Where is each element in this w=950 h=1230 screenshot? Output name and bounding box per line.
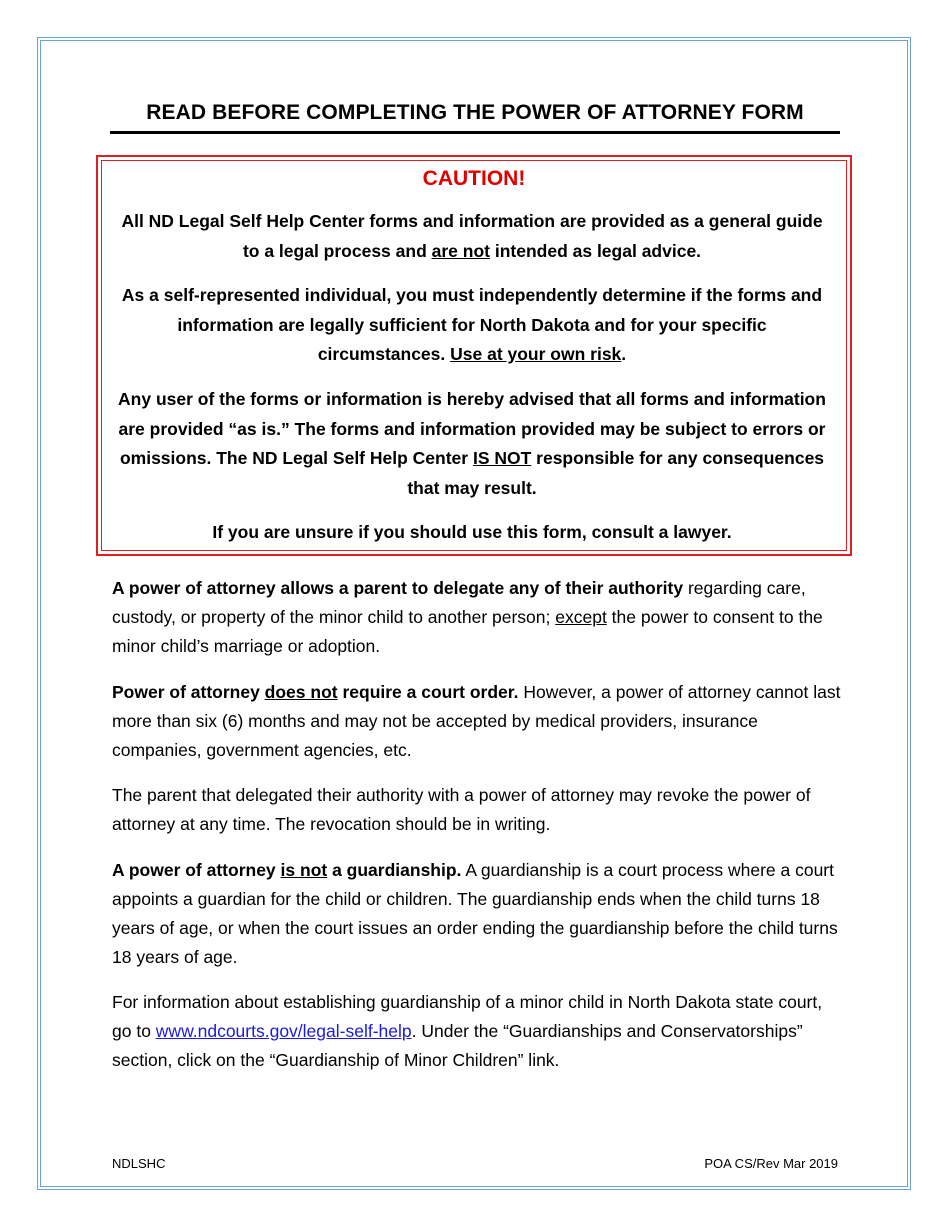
- caution-p3-text-end: responsible for any consequences that may result.: [407, 448, 825, 498]
- title-underline: [110, 131, 840, 134]
- caution-p1-underlined: are not: [431, 240, 490, 261]
- body-paragraph-3: The parent that delegated their authority with a power of attorney may revoke the power of attorney at any time. The revocation should be in writing.: [112, 785, 811, 834]
- body-paragraph-2: [112, 678, 842, 765]
- body-p5-text-end: . Under the “Guardianships and Conservatorships” section, click on the “Guardianship of Minor Children” link.: [112, 1021, 803, 1070]
- caution-p2-text: As a self-represented individual, you must independently determine if the forms and information are legally sufficient for North Dakota and for your specific circumstances.: [121, 285, 823, 364]
- caution-heading: CAUTION!: [422, 167, 526, 190]
- footer-left: NDLSHC: [112, 1156, 166, 1171]
- body-p4-bold-start: A power of attorney: [112, 860, 281, 880]
- body-p1-text-end: the power to consent to the minor child’s marriage or adoption.: [112, 607, 823, 656]
- body-p4-bold-end: a guardianship.: [327, 860, 462, 880]
- body-paragraph-1: [112, 574, 842, 661]
- body-paragraph-5: [112, 988, 842, 1075]
- legal-self-help-link[interactable]: www.ndcourts.gov/legal-self-help: [155, 1021, 412, 1041]
- caution-paragraph-2: [116, 281, 828, 370]
- caution-p1-text: All ND Legal Self Help Center forms and information are provided as a general guide to a legal process and: [121, 211, 823, 261]
- caution-paragraph-4: If you are unsure if you should use this form, consult a lawyer.: [212, 522, 732, 542]
- page-title: READ BEFORE COMPLETING THE POWER OF ATTORNEY FORM: [146, 101, 804, 124]
- body-p4-text: A guardianship is a court process where a court appoints a guardian for the child or children. The guardianship ends when the child turns 18 years of age, or when the court issues an order ending the guardianship before the child turns 18 years of age.: [112, 860, 838, 967]
- caution-paragraph-1: [116, 207, 828, 266]
- body-p2-text: However, a power of attorney cannot last more than six (6) months and may not be accepted by medical providers, insurance companies, government agencies, etc.: [112, 682, 841, 760]
- body-p2-underlined: does not: [264, 682, 338, 702]
- body-p2-bold-start: Power of attorney: [112, 682, 265, 702]
- body-p1-bold: A power of attorney allows a parent to delegate any of their authority: [112, 578, 684, 598]
- caution-p3-underlined: IS NOT: [472, 448, 532, 468]
- body-p1-underlined: except: [555, 607, 607, 627]
- body-paragraph-4: [112, 856, 842, 972]
- footer-right: POA CS/Rev Mar 2019: [704, 1156, 838, 1171]
- body-p1-text: regarding care, custody, or property of the minor child to another person;: [112, 578, 806, 627]
- caution-p2-underlined: Use at your own risk: [450, 344, 622, 364]
- caution-box: [96, 155, 852, 556]
- caution-p3-text: Any user of the forms or information is hereby advised that all forms and information are provided “as is.” The forms and information provided may be subject to errors or omissions. The ND Legal Self Help Center: [118, 389, 826, 468]
- caution-p1-text-end: intended as legal advice.: [489, 240, 702, 261]
- body-p4-underlined: is not: [280, 860, 328, 880]
- caution-p2-text-end: .: [621, 344, 627, 364]
- body-p5-text: For information about establishing guardianship of a minor child in North Dakota state court, go to: [112, 992, 823, 1041]
- body-p2-bold-end: require a court order.: [337, 682, 519, 702]
- caution-paragraph-3: [116, 385, 828, 503]
